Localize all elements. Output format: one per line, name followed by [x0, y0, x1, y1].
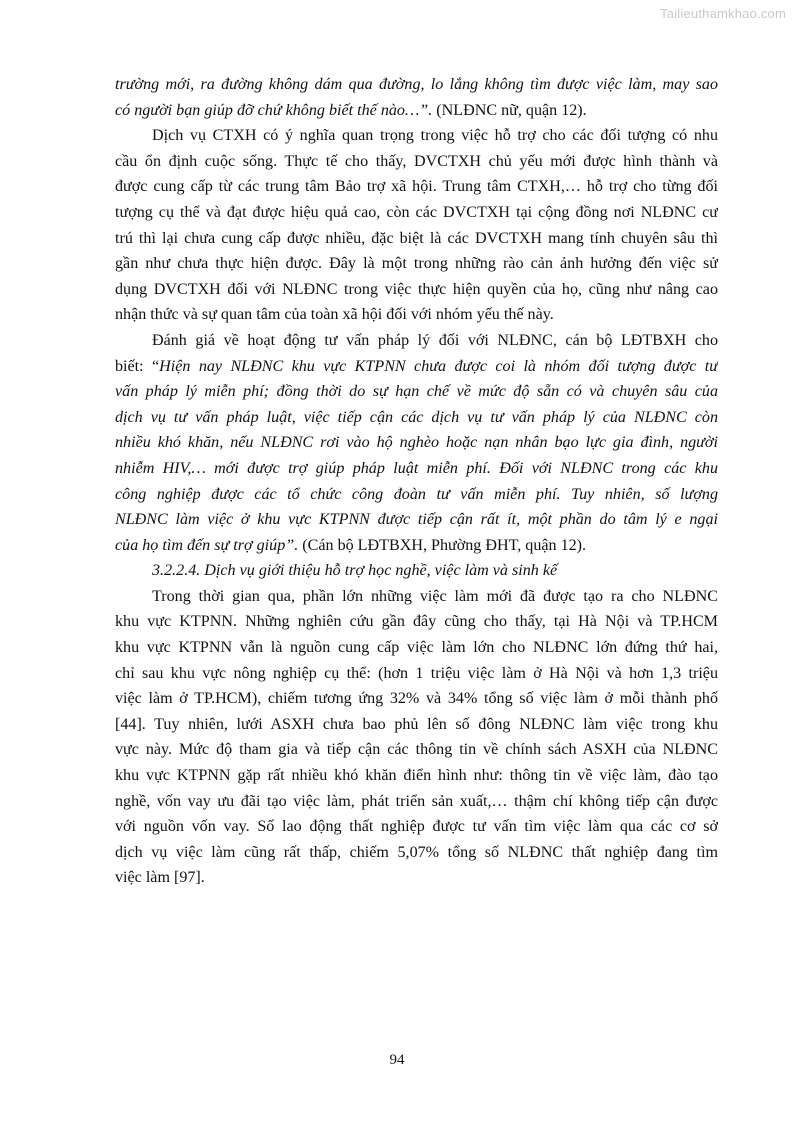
text-line: gần như chưa thực hiện được. Đây là một trong những rào cản ảnh hưởng đến việc sử: [115, 255, 718, 273]
text-line: khu vực KTPNN vẫn là nguồn cung cấp việc làm lớn cho NLĐNC lớn đứng thứ hai,: [115, 639, 718, 657]
text-line: Đánh giá về hoạt động tư vấn pháp lý đối với NLĐNC, cán bộ LĐTBXH cho: [152, 331, 718, 349]
text-line: khu vực KTPNN gặp rất nhiều khó khăn điển hình như: thông tin về việc làm, đào tạo: [115, 767, 718, 785]
text-line: vấn pháp lý miễn phí; đồng thời do sự hạn chế về mức độ sẵn có và chuyên sâu của: [115, 383, 718, 401]
text-line: dịch vụ việc làm cũng rất thấp, chiếm 5,07% tổng số NLĐNC thất nghiệp đang tìm: [115, 843, 718, 861]
text-line: nhận thức và sự quan tâm của toàn xã hội đối với nhóm yếu thế này.: [115, 306, 554, 324]
text-line: trú thì lại chưa cung cấp được nhiều, đặc biệt là các DVCTXH mang tính chuyên sâu thì: [115, 229, 718, 247]
text-line: có người bạn giúp đỡ chứ không biết thế nào…”. (NLĐNC nữ, quận 12).: [115, 101, 587, 119]
paragraph-legal-advice: [115, 328, 718, 558]
text-line: Trong thời gian qua, phần lớn những việc làm mới đã được tạo ra cho NLĐNC: [152, 587, 718, 605]
text-line: tượng cụ thể và đạt được hiệu quả cao, còn các DVCTXH tại cộng đồng nơi NLĐNC cư: [115, 203, 718, 221]
text-line: nhiều khó khăn, nếu NLĐNC rơi vào hộ nghèo hoặc nạn nhân bạo lực gia đình, người: [115, 434, 718, 452]
text-line: dụng DVCTXH đối với NLĐNC trong việc thực hiện quyền của họ, cũng như nâng cao: [115, 280, 718, 298]
text-line: NLĐNC làm việc ở khu vực KTPNN được tiếp cận rất ít, một phần do tâm lý e ngại: [115, 511, 718, 529]
quote-continuation: [115, 72, 718, 123]
text-line: cầu ổn định cuộc sống. Thực tế cho thấy, DVCTXH chủ yếu mới được hình thành và: [115, 152, 718, 170]
text-line: nhiễm HIV,… mới được trợ giúp pháp luật miễn phí. Đối với NLĐNC trong các khu: [115, 459, 718, 477]
text-line: công nghiệp được các tổ chức công đoàn tư vấn miễn phí. Tuy nhiên, số lượng: [115, 485, 718, 503]
paragraph-dvctxh: [115, 123, 718, 328]
text-line: được cung cấp từ các trung tâm Bảo trợ xã hội. Trung tâm CTXH,… hỗ trợ cho từng đối: [115, 178, 718, 196]
page-number: 94: [389, 1052, 405, 1068]
text-line: biết: “Hiện nay NLĐNC khu vực KTPNN chưa được coi là nhóm đối tượng được tư: [115, 357, 718, 375]
text-line: của họ tìm đến sự trợ giúp”. (Cán bộ LĐTBXH, Phường ĐHT, quận 12).: [115, 536, 587, 554]
text-line: khu vực KTPNN. Những nghiên cứu gần đây cũng cho thấy, tại Hà Nội và TP.HCM: [115, 613, 718, 631]
text-line: dịch vụ tư vấn pháp luật, việc tiếp cận các dịch vụ tư vấn pháp lý của NLĐNC còn: [115, 408, 718, 426]
text-line: việc làm [97].: [115, 869, 205, 887]
text-line: việc làm ở TP.HCM), chiếm tương ứng 32% và 34% tổng số việc làm ở mỗi thành phố: [115, 690, 718, 708]
watermark: Tailieuthamkhao.com: [660, 6, 786, 21]
text-line: vực này. Mức độ tham gia và tiếp cận các thông tin về chính sách ASXH của NLĐNC: [115, 741, 718, 759]
text-line: trường mới, ra đường không dám qua đường, lo lắng không tìm được việc làm, may sao: [115, 76, 718, 93]
section-heading: 3.2.2.4. Dịch vụ giới thiệu hỗ trợ học nghề, việc làm và sinh kế: [152, 562, 558, 580]
text-line: [44]. Tuy nhiên, lưới ASXH chưa bao phủ lên số đông NLĐNC làm việc trong khu: [115, 715, 718, 733]
text-line: chỉ sau khu vực nông nghiệp cụ thể: (hơn 1 triệu việc làm ở Hà Nội và hơn 1,3 triệu: [115, 664, 718, 682]
page-body: [115, 72, 718, 891]
paragraph-employment: [115, 584, 718, 891]
text-line: Dịch vụ CTXH có ý nghĩa quan trọng trong việc hỗ trợ cho các đối tượng có nhu: [152, 127, 718, 145]
text-line: với nguồn vốn vay. Số lao động thất nghiệp được tư vấn tìm việc làm qua các cơ sở: [115, 818, 718, 836]
text-line: nghề, vốn vay ưu đãi tạo việc làm, phát triển sản xuất,… thậm chí không tiếp cận được: [115, 792, 718, 810]
